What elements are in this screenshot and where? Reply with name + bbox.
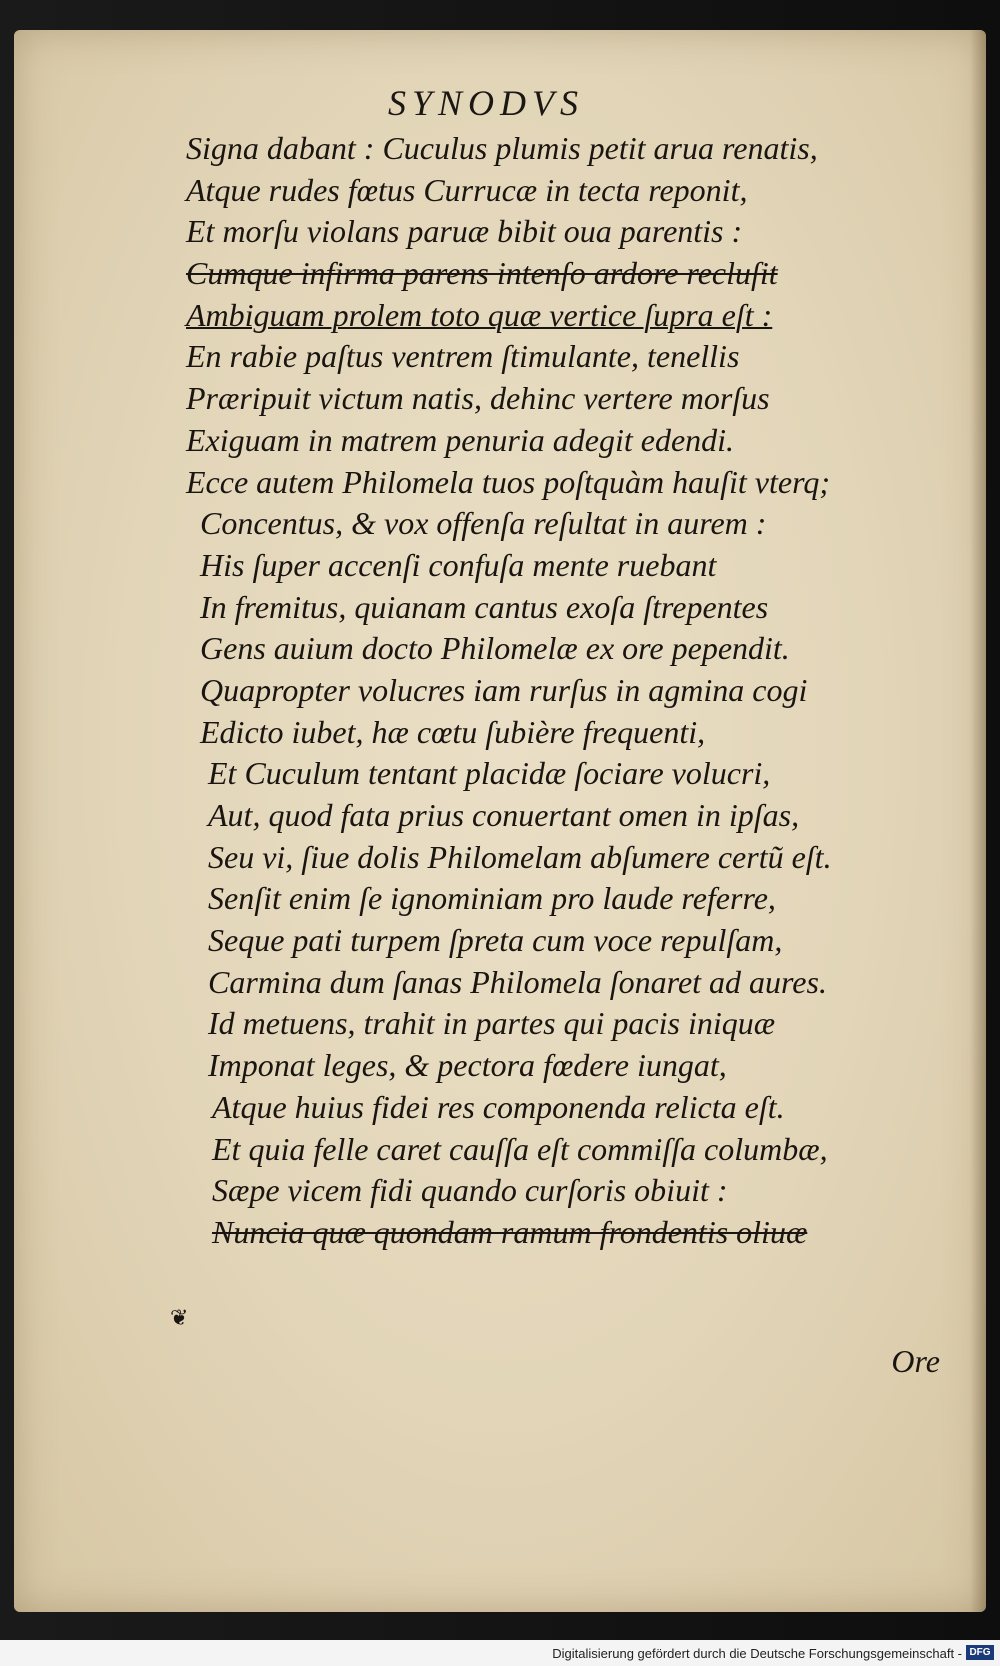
verse-line: His ſuper accenſi confuſa mente ruebant <box>200 546 717 583</box>
verse-line: Carmina dum ſanas Philomela ſonaret ad aures. <box>208 963 827 1000</box>
verse-line: Id metuens, trahit in partes qui pacis iniquæ <box>208 1005 776 1042</box>
verse-line: Exiguam in matrem penuria adegit edendi. <box>186 421 735 458</box>
verse-line: Gens auium docto Philomelæ ex ore pependit. <box>200 630 790 667</box>
margin-fleuron-icon: ❦ <box>170 1305 189 1330</box>
verse-line: Senſit enim ſe ignominiam pro laude referre, <box>208 880 776 917</box>
verse-line: Seu vi, ſiue dolis Philomelam abſumere certũ eſt. <box>208 838 832 875</box>
digitization-footer <box>0 1640 1000 1666</box>
page-edge-shadow <box>970 30 986 1612</box>
verse-line: Imponat leges, & pectora fœdere iungat, <box>208 1047 727 1084</box>
verse-line: Seque pati turpem ſpreta cum voce repulſam, <box>208 922 783 959</box>
catchword: Ore <box>891 1343 940 1379</box>
verse-line: Quapropter volucres iam rurſus in agmina cogi <box>200 671 808 708</box>
page-header-title: SYNODVS <box>387 83 585 123</box>
dfg-logo: DFG <box>966 1645 994 1660</box>
verse-line: Et morſu violans paruæ bibit oua parentis : <box>186 213 743 250</box>
verse-line: Atque huius fidei res componenda relicta eſt. <box>212 1088 785 1125</box>
verse-line: Signa dabant : Cuculus plumis petit arua renatis, <box>186 130 818 166</box>
verse-line: Sæpe vicem fidi quando curſoris obiuit : <box>212 1172 728 1209</box>
verse-text <box>186 128 946 1254</box>
verse-line: Et quia felle caret cauſſa eſt commiſſa columbæ, <box>212 1130 828 1167</box>
verse-line: Atque rudes fœtus Currucæ in tecta reponit, <box>186 171 748 208</box>
verse-line: Præripuit victum natis, dehinc vertere morſus <box>186 380 770 417</box>
verse-line: Concentus, & vox offenſa reſultat in aurem : <box>200 505 767 542</box>
verse-line: Ambiguam prolem toto quæ vertice ſupra eſt : <box>186 296 773 333</box>
verse-line: Aut, quod fata prius conuertant omen in ipſas, <box>208 797 800 833</box>
verse-line: Edicto iubet, hæ cœtu ſubière frequenti, <box>200 713 706 750</box>
verse-line: Cumque infirma parens intenſo ardore recluſit <box>186 255 778 292</box>
verse-line: Et Cuculum tentant placidæ ſociare volucri, <box>208 755 771 792</box>
footer-credit-text: Digitalisierung gefördert durch die Deutsche Forschungsgemeinschaft - <box>552 1646 962 1661</box>
verse-line: Nuncia quæ quondam ramum frondentis oliuæ <box>212 1213 808 1250</box>
verse-line: En rabie paſtus ventrem ſtimulante, tenellis <box>186 338 740 375</box>
verse-line: Ecce autem Philomela tuos poſtquàm hauſit vterq; <box>186 463 831 500</box>
verse-line: In fremitus, quianam cantus exoſa ſtrepentes <box>200 588 769 625</box>
